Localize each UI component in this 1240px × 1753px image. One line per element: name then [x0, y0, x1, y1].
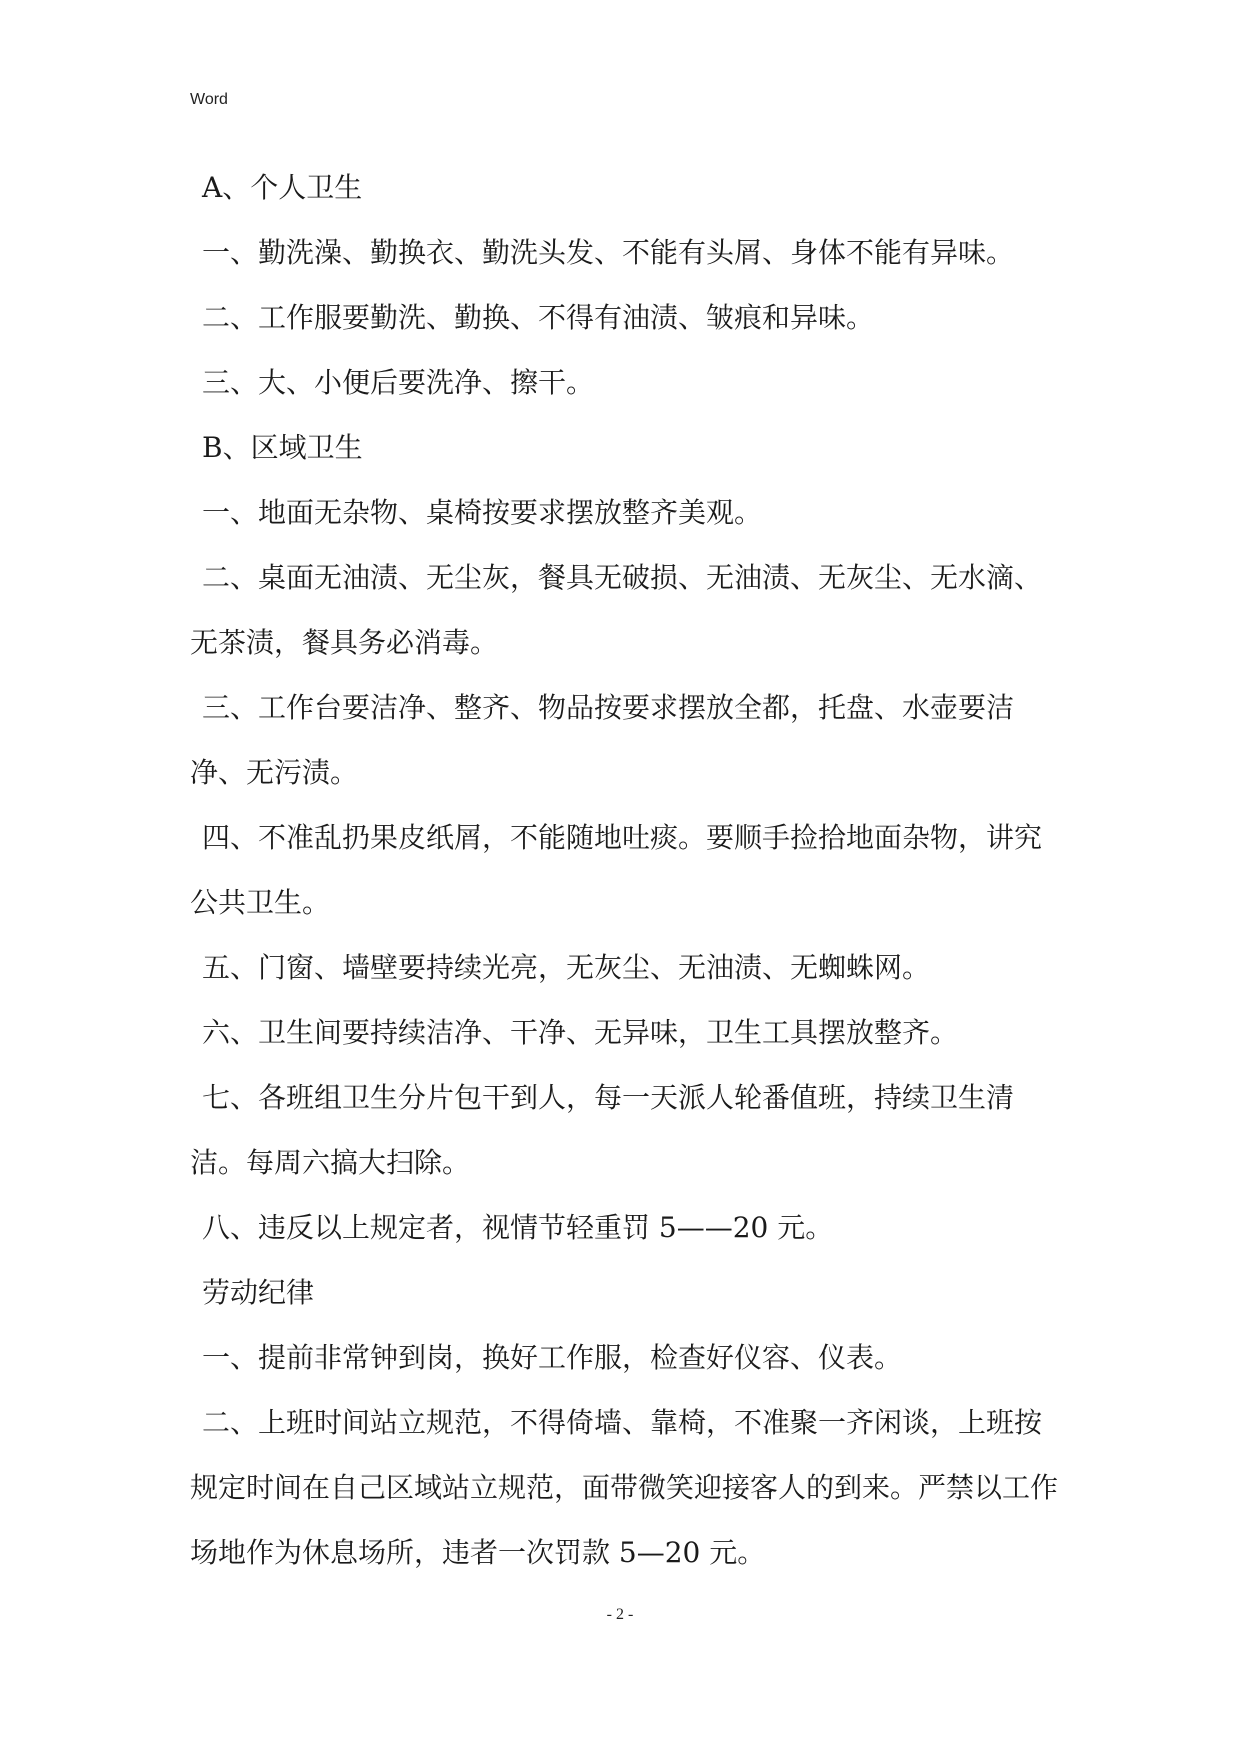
paragraph: 三、工作台要洁净、整齐、物品按要求摆放全都，托盘、水壶要洁净、无污渍。 [190, 691, 1015, 789]
section-heading-labor-discipline: 劳动纪律 [202, 1276, 315, 1309]
paragraph: 六、卫生间要持续洁净、干净、无异味，卫生工具摆放整齐。 [202, 1016, 959, 1049]
header-label: Word [190, 91, 228, 108]
paragraph: 一、提前非常钟到岗，换好工作服，检查好仪容、仪表。 [202, 1341, 903, 1374]
paragraph: 一、地面无杂物、桌椅按要求摆放整齐美观。 [202, 496, 763, 529]
paragraph: 一、勤洗澡、勤换衣、勤洗头发、不能有头屑、身体不能有异味。 [202, 236, 1015, 269]
document-body [190, 155, 1065, 1585]
paragraph: 二、上班时间站立规范，不得倚墙、靠椅，不准聚一齐闲谈，上班按规定时间在自己区域站立规范，面带微笑迎接客人的到来。严禁以工作场地作为休息场所，违者一次罚款 5—20 元。 [190, 1406, 1059, 1569]
page-number: - 2 - [606, 1606, 634, 1623]
section-heading-personal-hygiene: A、个人卫生 [202, 171, 363, 204]
paragraph: 五、门窗、墙壁要持续光亮，无灰尘、无油渍、无蜘蛛网。 [202, 951, 931, 984]
paragraph: 三、大、小便后要洗净、擦干。 [202, 366, 595, 399]
paragraph: 四、不准乱扔果皮纸屑，不能随地吐痰。要顺手捡拾地面杂物，讲究公共卫生。 [190, 821, 1043, 919]
paragraph: 八、违反以上规定者，视情节轻重罚 5——20 元。 [202, 1211, 834, 1244]
paragraph: 七、各班组卫生分片包干到人，每一天派人轮番值班，持续卫生清洁。每周六搞大扫除。 [190, 1081, 1015, 1179]
paragraph: 二、桌面无油渍、无尘灰，餐具无破损、无油渍、无灰尘、无水滴、无茶渍，餐具务必消毒。 [190, 561, 1043, 659]
section-heading-area-hygiene: B、区域卫生 [202, 431, 363, 464]
paragraph: 二、工作服要勤洗、勤换、不得有油渍、皱痕和异味。 [202, 301, 875, 334]
